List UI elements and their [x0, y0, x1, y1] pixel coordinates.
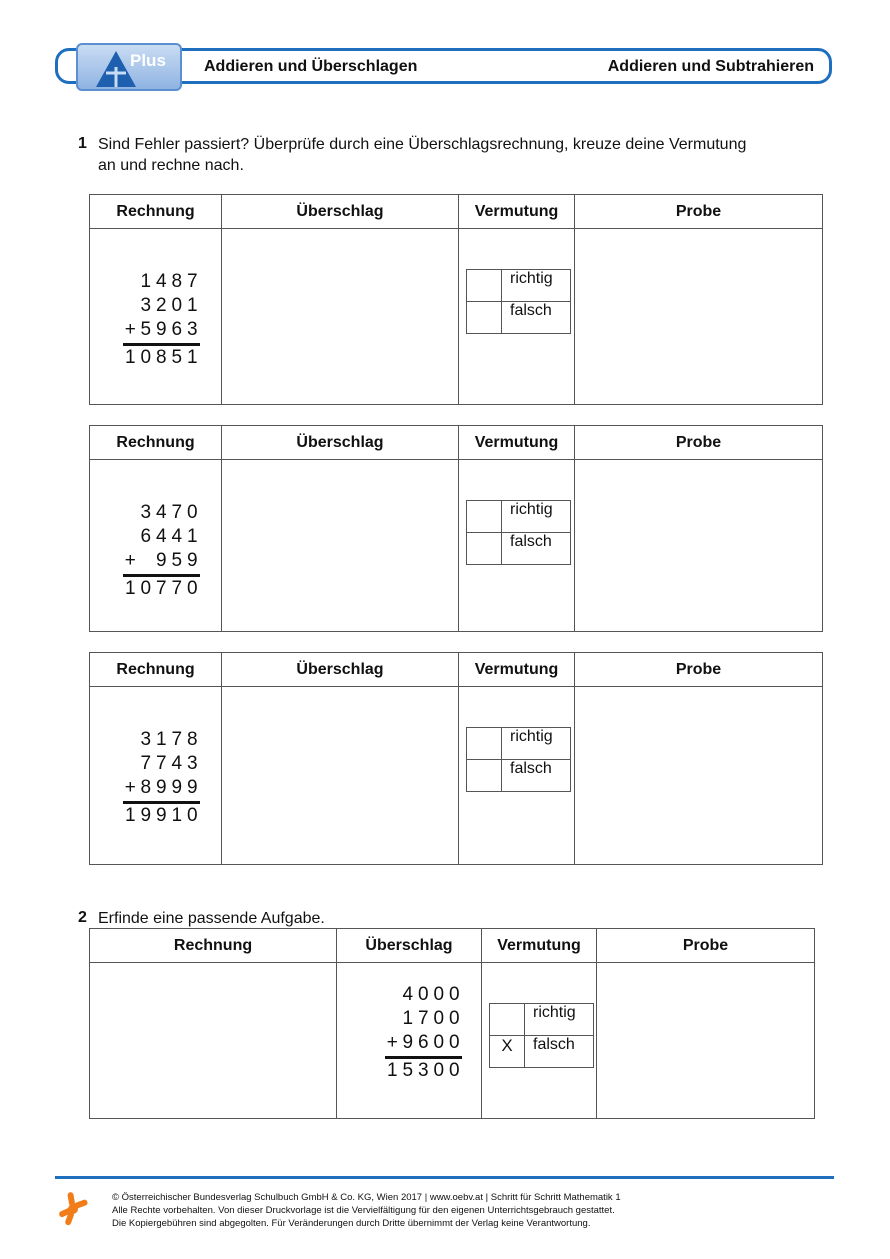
- task-number: 1: [78, 135, 87, 152]
- richtig-checkbox[interactable]: [467, 501, 502, 533]
- addend-row: 1 4 8 7: [140, 271, 198, 292]
- richtig-label: richtig: [502, 501, 571, 533]
- column-header-probe: Probe: [575, 426, 823, 460]
- plus-sign: +: [124, 550, 136, 571]
- vermutung-choice: [466, 269, 571, 334]
- rechnung-cell: [90, 229, 222, 405]
- rechnung-cell: [90, 687, 222, 865]
- exercise-table: [89, 652, 823, 865]
- addend-row: + 5 9 6 3: [123, 318, 201, 342]
- addend-row: 3 4 7 0: [140, 502, 198, 523]
- ueberschlag-cell: [337, 963, 482, 1119]
- task-number: 2: [78, 909, 87, 926]
- vermutung-choice: [489, 1003, 594, 1068]
- sum-row: 1 9 9 1 0: [123, 801, 201, 828]
- column-header-vermutung: Vermutung: [482, 929, 597, 963]
- footer-copyright: [112, 1191, 621, 1230]
- falsch-label: falsch: [502, 760, 571, 792]
- falsch-checkbox[interactable]: [467, 533, 502, 565]
- rechnung-cell: [90, 460, 222, 632]
- richtig-label: richtig: [502, 728, 571, 760]
- logo-label: Plus: [130, 51, 166, 70]
- task-instruction-line: Sind Fehler passiert? Überprüfe durch eine Überschlagsrechnung, kreuze deine Vermutung: [98, 136, 747, 153]
- addend-row: 3 2 0 1: [140, 295, 198, 316]
- addend-row: 1 7 0 0: [402, 1008, 460, 1029]
- task-instruction: [98, 134, 746, 176]
- addend-row: 6 4 4 1: [140, 526, 198, 547]
- falsch-checkbox[interactable]: X: [490, 1036, 525, 1068]
- addend-row: + 8 9 9 9: [123, 776, 201, 800]
- falsch-label: falsch: [502, 302, 571, 334]
- exercise-table: [89, 194, 823, 405]
- footer-divider: [55, 1176, 834, 1179]
- header-left-title: Addieren und Überschlagen: [204, 58, 418, 75]
- plus-logo: [76, 43, 182, 91]
- column-header-rechnung: Rechnung: [90, 929, 337, 963]
- footer-line: Die Kopiergebühren sind abgegolten. Für Veränderungen durch Dritte übernimmt der Verlag keine Verantwortung.: [112, 1218, 591, 1229]
- column-header-probe: Probe: [575, 195, 823, 229]
- falsch-checkbox[interactable]: [467, 302, 502, 334]
- vermutung-choice: [466, 727, 571, 792]
- addend-row: 3 1 7 8: [140, 729, 198, 750]
- richtig-label: richtig: [525, 1004, 594, 1036]
- vermutung-cell: [482, 963, 597, 1119]
- publisher-logo-icon: [56, 1190, 90, 1228]
- plus-sign: +: [124, 777, 136, 798]
- ueberschlag-cell[interactable]: [222, 687, 459, 865]
- plus-sign: +: [386, 1032, 398, 1053]
- richtig-checkbox[interactable]: [467, 728, 502, 760]
- column-header-rechnung: Rechnung: [90, 426, 222, 460]
- column-header-ueberschlag: Überschlag: [222, 653, 459, 687]
- ueberschlag-cell[interactable]: [222, 460, 459, 632]
- column-header-vermutung: Vermutung: [459, 653, 575, 687]
- column-header-probe: Probe: [575, 653, 823, 687]
- falsch-label: falsch: [525, 1036, 594, 1068]
- falsch-checkbox[interactable]: [467, 760, 502, 792]
- probe-cell[interactable]: [597, 963, 815, 1119]
- richtig-checkbox[interactable]: [490, 1004, 525, 1036]
- sum-row: 1 0 8 5 1: [123, 343, 201, 370]
- task-instruction: Erfinde eine passende Aufgabe.: [98, 910, 325, 927]
- sum-row: 1 5 3 0 0: [385, 1056, 463, 1083]
- falsch-label: falsch: [502, 533, 571, 565]
- richtig-checkbox[interactable]: [467, 270, 502, 302]
- estimate-addition: [385, 983, 463, 1083]
- vermutung-cell: [459, 460, 575, 632]
- column-header-ueberschlag: Überschlag: [222, 426, 459, 460]
- footer-line: © Österreichischer Bundesverlag Schulbuch GmbH & Co. KG, Wien 2017 | www.oebv.at | Schritt für Schritt Mathematik 1: [112, 1192, 621, 1203]
- probe-cell[interactable]: [575, 460, 823, 632]
- footer-line: Alle Rechte vorbehalten. Von dieser Druckvorlage ist die Vervielfältigung für den eigenen Unterrichtsgebrauch gestattet.: [112, 1205, 615, 1216]
- probe-cell[interactable]: [575, 229, 823, 405]
- column-header-vermutung: Vermutung: [459, 195, 575, 229]
- addend-row: 4 0 0 0: [402, 984, 460, 1005]
- header-right-title: Addieren und Subtrahieren: [607, 58, 814, 75]
- vermutung-cell: [459, 229, 575, 405]
- column-header-ueberschlag: Überschlag: [337, 929, 482, 963]
- ueberschlag-cell[interactable]: [222, 229, 459, 405]
- column-header-ueberschlag: Überschlag: [222, 195, 459, 229]
- column-header-probe: Probe: [597, 929, 815, 963]
- addend-row: + 9 5 9: [123, 549, 201, 573]
- vermutung-choice: [466, 500, 571, 565]
- column-addition: [123, 728, 201, 828]
- column-header-vermutung: Vermutung: [459, 426, 575, 460]
- richtig-label: richtig: [502, 270, 571, 302]
- rechnung-cell[interactable]: [90, 963, 337, 1119]
- exercise-table: [89, 425, 823, 632]
- column-addition: [123, 270, 201, 370]
- column-header-rechnung: Rechnung: [90, 653, 222, 687]
- column-addition: [123, 501, 201, 601]
- addend-row: 7 7 4 3: [140, 753, 198, 774]
- addend-row: + 9 6 0 0: [385, 1031, 463, 1055]
- vermutung-cell: [459, 687, 575, 865]
- plus-sign: +: [124, 319, 136, 340]
- sum-row: 1 0 7 7 0: [123, 574, 201, 601]
- column-header-rechnung: Rechnung: [90, 195, 222, 229]
- exercise-table-task2: [89, 928, 815, 1119]
- task-instruction-line: an und rechne nach.: [98, 157, 244, 174]
- probe-cell[interactable]: [575, 687, 823, 865]
